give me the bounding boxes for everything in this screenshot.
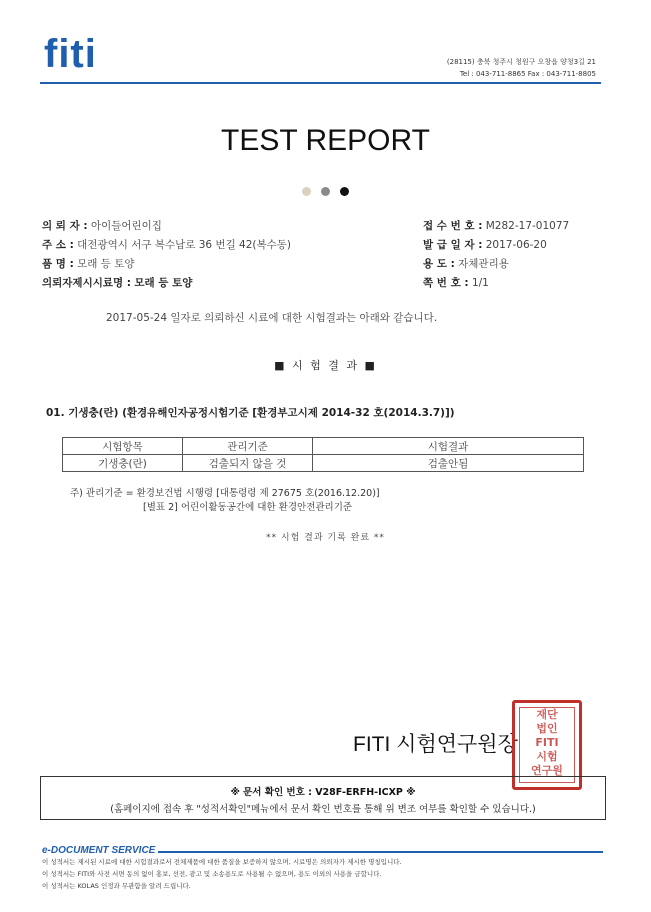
info-label: 쪽 번 호 :	[423, 277, 469, 289]
director-signature: FITI 시험연구원장	[353, 733, 518, 756]
info-value: M282-17-01077	[485, 220, 570, 232]
footer-disclaimer	[42, 856, 402, 892]
info-label: 접 수 번 호 :	[423, 220, 483, 232]
contact-text: Tel : 043-711-8865 Fax : 043-711-8805	[459, 70, 596, 78]
info-row-client	[42, 217, 291, 236]
table-cell: 검출되지 않을 것	[183, 455, 313, 472]
end-mark: ** 시험 결과 기록 완료 **	[266, 533, 385, 543]
seal-text: 재단 법인 FITI 시험 연구원	[519, 707, 575, 783]
info-value: 모래 등 토양	[77, 258, 135, 270]
disclaimer-line: 이 성적서는 FITI와 사전 서면 동의 없이 홍보, 선전, 광고 및 소송용도로 사용될 수 없으며, 용도 이외의 사용을 금합니다.	[42, 870, 382, 878]
note-line: [별표 2] 어린이활동공간에 대한 환경안전관리기준	[143, 502, 353, 513]
disclaimer-line: 이 성적서는 제시된 시료에 대한 시험결과로서 전체제품에 대한 품질을 보증하지 않으며, 시료명은 의뢰자가 제시한 명칭입니다.	[42, 858, 402, 866]
table-cell: 기생충(란)	[63, 455, 183, 472]
info-value: 1/1	[471, 277, 489, 289]
footer-divider	[158, 851, 603, 853]
info-label: 용 도 :	[423, 258, 455, 270]
verification-number: ※ 문서 확인 번호 : V28F-ERFH-ICXP ※	[230, 787, 416, 798]
dot-3-icon	[340, 187, 349, 196]
verification-box	[40, 776, 606, 820]
info-value: 대전광역시 서구 복수남로 36 번길 42(복수동)	[77, 239, 292, 251]
info-row-purpose	[423, 255, 569, 274]
info-row-sample-name	[42, 274, 291, 293]
column-header: 관리기준	[183, 438, 313, 455]
info-value: 아이들어린이집	[90, 220, 162, 232]
verification-instructions: (홈페이지에 접속 후 "성적서확인"메뉴에서 문서 확인 번호를 통해 위 변조 여부를 확인할 수 있습니다.)	[110, 804, 536, 815]
info-value: 자체관리용	[458, 258, 509, 270]
address-text: (28115) 충북 청주시 청원구 오창읍 양청3길 21	[446, 58, 596, 66]
info-label: 발 급 일 자 :	[423, 239, 483, 251]
client-info-left	[42, 217, 291, 293]
table-row	[63, 455, 584, 472]
intro-text: 2017-05-24 일자로 의뢰하신 시료에 대한 시험결과는 아래와 같습니다.	[106, 312, 438, 324]
info-label: 의뢰자제시시료명 :	[42, 277, 131, 289]
table-header-row	[63, 438, 584, 455]
column-header: 시험항목	[63, 438, 183, 455]
header-divider	[40, 82, 601, 84]
info-label: 주 소 :	[42, 239, 74, 251]
info-label: 의 뢰 자 :	[42, 220, 88, 232]
header-address-block	[447, 56, 596, 80]
info-row-issue-date	[423, 236, 569, 255]
fiti-logo: fiti	[44, 32, 97, 76]
note-line: 주) 관리기준 = 환경보건법 시행령 [대통령령 제 27675 호(2016.12.20)]	[70, 488, 380, 499]
disclaimer-line: 이 성적서는 KOLAS 인정과 무관함을 알려 드립니다.	[42, 882, 191, 890]
info-row-address	[42, 236, 291, 255]
info-row-product	[42, 255, 291, 274]
section-title: ■ 시 험 결 과 ■	[274, 359, 377, 372]
dot-1-icon	[302, 187, 311, 196]
test-item-title: 01. 기생충(란) (환경유해인자공정시험기준 [환경부고시제 2014-32 호(2014.3.7)])	[46, 407, 455, 419]
client-info-right	[423, 217, 569, 293]
edocument-service-label: e-DOCUMENT SERVICE	[42, 845, 156, 856]
report-title: TEST REPORT	[221, 124, 430, 157]
info-value: 모래 등 토양	[134, 277, 193, 289]
title-dots	[0, 181, 651, 200]
column-header: 시험결과	[313, 438, 584, 455]
table-cell: 검출안됨	[313, 455, 584, 472]
dot-2-icon	[321, 187, 330, 196]
info-label: 품 명 :	[42, 258, 74, 270]
info-row-page-number	[423, 274, 569, 293]
info-row-receipt-number	[423, 217, 569, 236]
standard-note	[70, 487, 380, 515]
results-table	[62, 437, 584, 472]
info-value: 2017-06-20	[485, 239, 547, 251]
